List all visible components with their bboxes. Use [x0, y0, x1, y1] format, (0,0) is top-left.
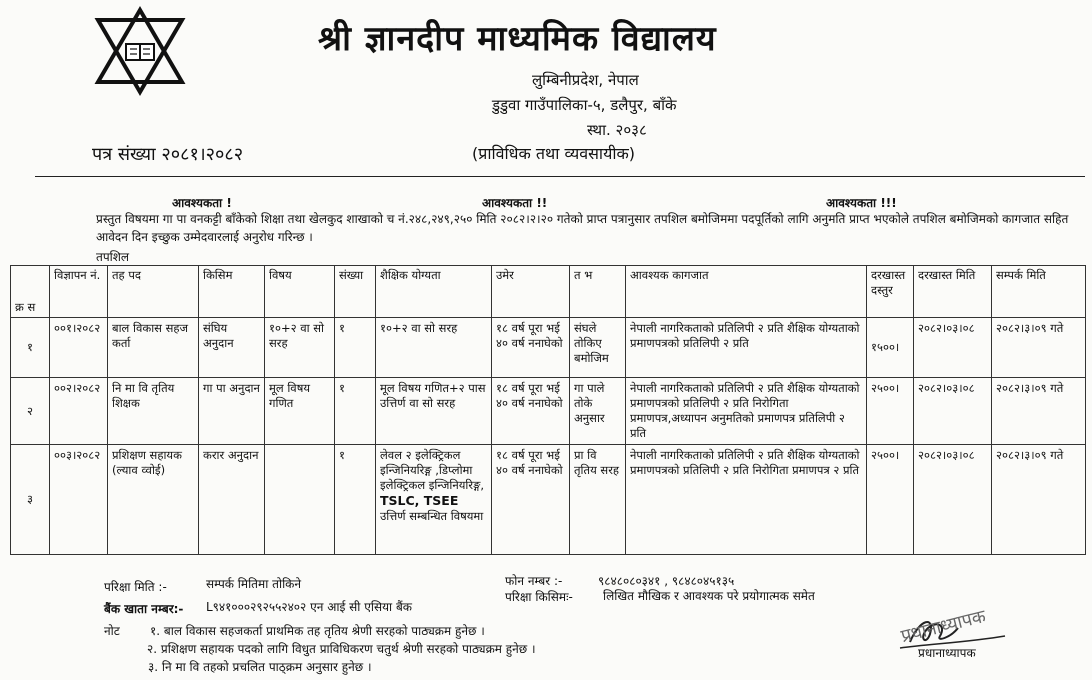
row-type: संघिय अनुदान	[199, 318, 265, 378]
row-apply-date: २०८२।०३।०८	[914, 318, 992, 378]
row-sn: २	[11, 378, 50, 445]
row-adv-no: ००१।२०८२	[50, 318, 108, 378]
address-province: लुम्बिनीप्रदेश, नेपाल	[532, 71, 639, 89]
row-age: १८ वर्ष पूरा भई ४० वर्ष ननाघेको	[492, 318, 570, 378]
phone-value: ९८४८०८०३४१ , ९८४८०४५१३५	[598, 574, 735, 588]
qualification-tail: उत्तिर्ण सम्बन्धित विषयमा	[380, 509, 484, 523]
qualification-bold: TSLC, TSEE	[380, 493, 459, 508]
row-sn: ३	[11, 445, 50, 555]
established-year: स्था. २०३८	[587, 121, 647, 139]
row-salary: संघले तोकिए बमोजिम	[570, 318, 626, 378]
vacancy-table	[10, 265, 1086, 555]
bank-label: बैंक खाता नम्बर:-	[104, 602, 184, 616]
header-count: संख्या	[335, 266, 376, 318]
row-qualification	[376, 445, 492, 555]
reference-number: पत्र संख्या २०८१।२०८२	[92, 144, 244, 165]
row-fee: २५००।	[867, 378, 914, 445]
row-qualification: १०+२ वा सो सरह	[376, 318, 492, 378]
header-age: उमेर	[492, 266, 570, 318]
requirement-heading-2: आवश्यकता !!	[482, 196, 548, 210]
row-count: १	[335, 378, 376, 445]
phone-label: फोन नम्बर :-	[505, 574, 563, 588]
row-documents: नेपाली नागरिकताको प्रतिलिपी २ प्रति शैक्षिक योग्यताको प्रमाणपत्रको प्रतिलिपी २ प्रति	[626, 318, 867, 378]
header-salary: त भ	[570, 266, 626, 318]
row-age: १८ वर्ष पूरा भई ४० वर्ष ननाघेको	[492, 445, 570, 555]
exam-type-value: लिखित मौखिक र आवश्यक परे प्रयोगात्मक समेत	[603, 589, 815, 603]
row-post: बाल विकास सहज कर्ता	[108, 318, 199, 378]
bank-value: L९४१०००२९२५५२४०२ एन आई सी एसिया बैंक	[206, 600, 413, 614]
row-fee: २५००।	[867, 445, 914, 555]
row-age: १८ वर्ष पूरा भई ४० वर्ष ननाघेको	[492, 378, 570, 445]
header-fee: दरखास्त दस्तुर	[867, 266, 914, 318]
header-apply-date: दरखास्त मिति	[914, 266, 992, 318]
row-count: १	[335, 445, 376, 555]
row-documents: नेपाली नागरिकताको प्रतिलिपी २ प्रति शैक्षिक योग्यताको प्रमाणपत्रको प्रतिलिपी २ प्रति निरोगिता प्रमाणपत्र,अध्यापन अनुमतिको प्रमाणपत्र प्रतिलिपी २ प्रति	[626, 378, 867, 445]
row-subject	[265, 445, 335, 555]
table-row	[11, 318, 1086, 378]
exam-type-label: परिक्षा किसिमः-	[505, 590, 573, 604]
header-divider	[35, 176, 1085, 177]
row-salary: प्रा वि तृतिय सरह	[570, 445, 626, 555]
row-subject: १०+२ वा सो सरह	[265, 318, 335, 378]
row-contact-date: २०८२।३।०९ गते	[992, 445, 1086, 555]
row-type: गा पा अनुदान	[199, 378, 265, 445]
row-adv-no: ००२।२०८२	[50, 378, 108, 445]
header-contact-date: सम्पर्क मिति	[992, 266, 1086, 318]
row-post: प्रशिक्षण सहायक (ल्याव व्वोई)	[108, 445, 199, 555]
school-name: श्री ज्ञानदीप माध्यमिक विद्यालय	[318, 19, 717, 59]
requirement-heading-3: आवश्यकता !!!	[826, 196, 897, 210]
details-label: तपशिल	[96, 250, 130, 264]
requirement-heading-1: आवश्यकता !	[172, 196, 232, 210]
header-level-post: तह पद	[108, 266, 199, 318]
note-item: ३. नि मा वि तहको प्रचलित पाठ्क्रम अनुसार हुनेछ ।	[148, 660, 372, 674]
address-municipality: डुडुवा गाउँपालिका-५, डलैपुर, बाँके	[492, 96, 677, 114]
row-apply-date: २०८२।०३।०८	[914, 378, 992, 445]
row-fee: १५००।	[867, 318, 914, 378]
row-contact-date: २०८२।३।०९ गते	[992, 318, 1086, 378]
row-type: करार अनुदान	[199, 445, 265, 555]
school-type: (प्राविधिक तथा व्यवसायीक)	[472, 144, 636, 163]
row-sn: १	[11, 318, 50, 378]
row-subject: मूल विषय गणित	[265, 378, 335, 445]
note-item: १. बाल विकास सहजकर्ता प्राथमिक तह तृतिय श्रेणी सरहको पाठ्यक्रम हुनेछ ।	[150, 624, 485, 638]
row-documents: नेपाली नागरिकताको प्रतिलिपी २ प्रति शैक्षिक योग्यताको प्रमाणपत्रको प्रतिलिपी २ प्रति निरोगिता प्रमाणपत्र २ प्रति	[626, 445, 867, 555]
note-label: नोट	[104, 624, 120, 638]
qualification-text: लेवल २ इलेक्ट्रिकल इन्जिनियरिङ्ग ,डिप्लोमा इलेक्ट्रिकल इन्जिनियरिङ्ग,	[380, 448, 485, 492]
header-type: किसिम	[199, 266, 265, 318]
row-adv-no: ००३।२०८२	[50, 445, 108, 555]
row-post: नि मा वि तृतिय शिक्षक	[108, 378, 199, 445]
principal-label: प्रधानाध्यापक	[918, 646, 976, 660]
exam-date-label: परिक्षा मिति :-	[104, 580, 167, 594]
header-subject: विषय	[265, 266, 335, 318]
principal-stamp: प्रधानाध्यापक	[898, 605, 988, 648]
row-salary: गा पाले तोके अनुसार	[570, 378, 626, 445]
row-qualification: मूल विषय गणित+२ पास उत्तिर्ण वा सो सरह	[376, 378, 492, 445]
table-row	[11, 378, 1086, 445]
header-documents: आवश्यक कागजात	[626, 266, 867, 318]
row-apply-date: २०८२।०३।०८	[914, 445, 992, 555]
row-contact-date: २०८२।३।०९ गते	[992, 378, 1086, 445]
exam-date-value: सम्पर्क मितिमा तोकिने	[206, 577, 302, 591]
notice-intro: प्रस्तुत विषयमा गा पा वनकट्टी बाँकेको शिक्षा तथा खेलकुद शाखाको च नं.२४८,२४९,२५० मिति २०८२।२।२० गतेको प्राप्त पत्रानुसार तपशिल बमोजिममा पदपूर्तिको लागि अनुमति प्राप्त भएकोले तपशिल बमोजिमको कागजात सहित आवेदन दिन इच्छुक उम्मेदवारलाई अनुरोध गरिन्छ ।	[96, 212, 1069, 244]
header-sn: क्र स	[11, 266, 50, 318]
row-count: १	[335, 318, 376, 378]
note-item: २. प्रशिक्षण सहायक पदको लागि विधुत प्राविधिकरण चतुर्थ श्रेणी सरहको पाठ्यक्रम हुनेछ ।	[147, 642, 536, 656]
school-emblem-icon	[90, 6, 190, 96]
table-header-row	[11, 266, 1086, 318]
header-qualification: शैक्षिक योग्यता	[376, 266, 492, 318]
header-adv-no: विज्ञापन नं.	[50, 266, 108, 318]
table-row	[11, 445, 1086, 555]
